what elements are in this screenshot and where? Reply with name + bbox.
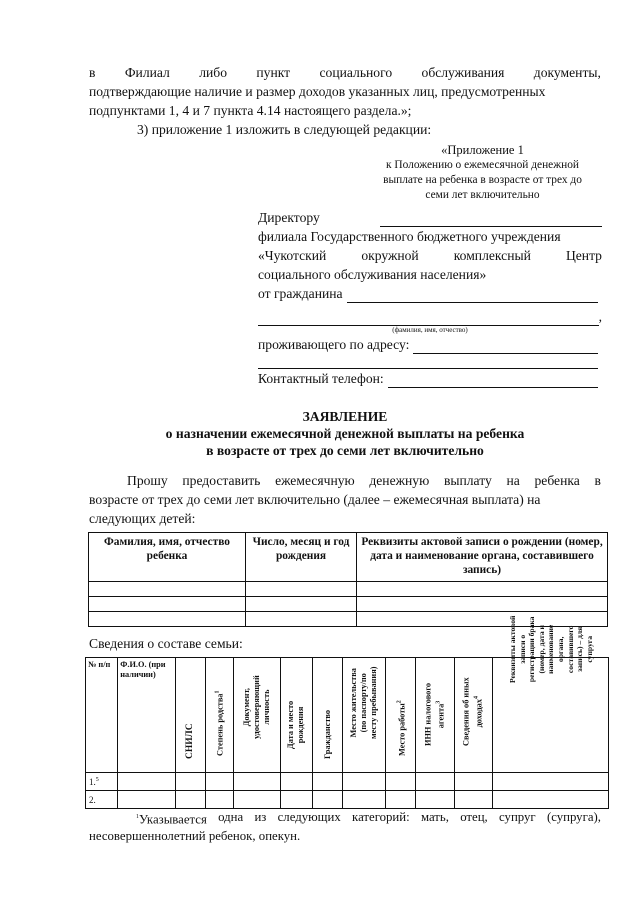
col-inn-sup: 3 bbox=[435, 700, 442, 704]
footnote-line-2: несовершеннолетний ребенок, опекун. bbox=[89, 829, 301, 844]
col-document-l1: Документ, bbox=[241, 688, 251, 727]
branch-word: комплексный bbox=[453, 248, 531, 263]
request-word: ребенка bbox=[534, 473, 580, 488]
comma: , bbox=[598, 309, 602, 324]
intro-word: обслуживания bbox=[421, 65, 505, 80]
request-word: в bbox=[594, 473, 601, 488]
phone-input[interactable] bbox=[388, 373, 598, 388]
col-marriage-l7: составившего bbox=[565, 625, 575, 673]
col-marriage-l3: регистрации брака bbox=[526, 616, 536, 682]
col-num-label: № п/п bbox=[88, 660, 111, 669]
children-header-row bbox=[89, 533, 608, 582]
appendix-header bbox=[360, 143, 605, 203]
col-marriage-l4: (номер, дата и bbox=[536, 624, 546, 674]
addressee-block bbox=[258, 208, 602, 388]
table-row[interactable] bbox=[86, 791, 609, 809]
col-birth-record: Реквизиты актовой записи о рождении (номер, дата и наименование органа, составившего запись) bbox=[357, 533, 608, 582]
branch-line-3: социального обслуживания населения» bbox=[258, 267, 487, 282]
col-birth bbox=[280, 658, 312, 773]
statement-title bbox=[89, 408, 601, 459]
col-child-birthdate: Число, месяц и год рождения bbox=[246, 533, 357, 582]
col-inn-l2: агента bbox=[436, 703, 446, 729]
col-marriage-l6: органа, bbox=[555, 636, 565, 662]
branch-line-1: филиала Государственного бюджетного учреждения bbox=[258, 229, 561, 244]
col-inn-l1: ИНН налогового bbox=[423, 683, 433, 747]
request-block bbox=[89, 471, 601, 528]
col-work-label: Место работы bbox=[396, 703, 406, 757]
intro-line-4: 3) приложение 1 изложить в следующей редакции: bbox=[137, 122, 432, 137]
footnote-first-word bbox=[136, 809, 207, 828]
appendix-line-2: к Положению о ежемесячной денежной bbox=[385, 159, 579, 171]
address-line-2 bbox=[258, 354, 602, 369]
col-relation-sup: 1 bbox=[214, 690, 221, 694]
branch-word: окружной bbox=[361, 248, 419, 263]
col-income-l2: доходах bbox=[474, 699, 484, 728]
col-num bbox=[86, 658, 118, 773]
request-word: ежемесячную bbox=[275, 473, 355, 488]
citizen-name-input[interactable] bbox=[347, 288, 598, 303]
family-header-row bbox=[86, 658, 609, 773]
col-residence-l3: месту пребывания) bbox=[369, 666, 379, 739]
row1-num: 1. bbox=[89, 776, 96, 787]
col-marriage-l9: супруга bbox=[584, 635, 594, 663]
col-document-l3: личность bbox=[261, 689, 271, 725]
col-residence-l1: Место жительства bbox=[349, 668, 359, 738]
col-income bbox=[454, 658, 493, 773]
appendix-line-4: семи лет включительно bbox=[425, 189, 540, 201]
table-row[interactable] bbox=[86, 773, 609, 791]
intro-line-2: подтверждающие наличие и размер доходов указанных лиц, предусмотренных bbox=[89, 84, 546, 99]
intro-word: пункт bbox=[256, 65, 291, 80]
intro-word: в bbox=[89, 65, 96, 80]
footnote-word: Указывается bbox=[139, 812, 207, 827]
citizen-name-line-2 bbox=[258, 307, 602, 326]
col-citizenship-label: Гражданство bbox=[322, 710, 332, 759]
col-name-label: Ф.И.О. (при наличии) bbox=[120, 660, 166, 679]
appendix-line-1: «Приложение 1 bbox=[441, 143, 524, 157]
intro-line-3: подпунктами 1, 4 и 7 пункта 4.14 настоящего раздела.»; bbox=[89, 103, 412, 118]
title-line-1: ЗАЯВЛЕНИЕ bbox=[302, 409, 388, 424]
citizen-name-input-2[interactable] bbox=[258, 311, 599, 326]
title-line-2: о назначении ежемесячной денежной выплаты на ребенка bbox=[165, 426, 525, 441]
intro-word: документы, bbox=[533, 65, 601, 80]
request-word: предоставить bbox=[182, 473, 261, 488]
col-work-sup: 2 bbox=[396, 700, 403, 704]
col-inn bbox=[416, 658, 455, 773]
footnote-word: категорий: bbox=[352, 810, 410, 824]
footnote-word: супруг bbox=[499, 810, 536, 824]
col-snils-label: СНИЛС bbox=[185, 723, 196, 759]
residing-label: проживающего по адресу: bbox=[258, 337, 410, 352]
col-birth-l1: Дата и место bbox=[286, 700, 296, 749]
col-marriage bbox=[493, 615, 609, 773]
director-label: Директору bbox=[258, 210, 320, 225]
col-marriage-l8: запись) – для bbox=[574, 626, 584, 672]
footnote-line-1 bbox=[89, 809, 601, 828]
phone-field bbox=[258, 369, 602, 388]
name-caption: (фамилия, имя, отчество) bbox=[392, 326, 468, 334]
row2-num: 2. bbox=[89, 794, 96, 805]
address-field bbox=[258, 335, 602, 354]
col-document-l2: удостоверяющий bbox=[251, 675, 261, 739]
col-marriage-l1: Реквизиты актовой bbox=[507, 615, 517, 683]
director-field bbox=[258, 208, 602, 227]
footnote-word: следующих bbox=[277, 810, 341, 824]
col-snils bbox=[175, 658, 205, 773]
intro-word: Филиал bbox=[124, 65, 170, 80]
intro-word: либо bbox=[199, 65, 227, 80]
address-input-2[interactable] bbox=[258, 354, 598, 369]
footnote-word: мать, bbox=[420, 810, 449, 824]
footnote-word: одна bbox=[218, 810, 244, 824]
col-residence-l2: (по паспорту/по bbox=[359, 673, 369, 733]
col-income-l1: Сведения об иных bbox=[462, 677, 472, 747]
footnote-sup: 1 bbox=[136, 814, 139, 820]
title-line-3: в возрасте от трех до семи лет включительно bbox=[206, 443, 484, 458]
table-row[interactable] bbox=[89, 582, 608, 597]
col-marriage-l5: наименование bbox=[545, 624, 555, 674]
intro-word: социального bbox=[319, 65, 393, 80]
col-residence bbox=[343, 658, 386, 773]
footnote-word: (супруга), bbox=[546, 810, 601, 824]
request-word: на bbox=[506, 473, 520, 488]
branch-word: Центр bbox=[565, 248, 602, 263]
footnote-word: из bbox=[254, 810, 267, 824]
footnote-word: отец, bbox=[460, 810, 488, 824]
branch-word: «Чукотский bbox=[258, 248, 327, 263]
director-input[interactable] bbox=[380, 212, 602, 227]
col-birth-l2: рождения bbox=[296, 706, 306, 744]
col-citizenship bbox=[313, 658, 343, 773]
col-income-sup: 4 bbox=[474, 696, 481, 700]
request-word: выплату bbox=[443, 473, 492, 488]
citizen-field bbox=[258, 284, 602, 303]
request-word: Прошу bbox=[127, 473, 168, 488]
col-marriage-l2: записи о bbox=[517, 634, 527, 664]
col-child-name: Фамилия, имя, отчество ребенка bbox=[89, 533, 246, 582]
branch-line-2 bbox=[258, 246, 602, 265]
from-citizen-label: от гражданина bbox=[258, 286, 343, 301]
table-row[interactable] bbox=[89, 597, 608, 612]
request-line-2: возрасте от трех до семи лет включительно (далее – ежемесячная выплата) на bbox=[89, 492, 541, 507]
col-relation-label: Степень родства bbox=[215, 693, 225, 757]
col-document bbox=[233, 658, 280, 773]
request-word: денежную bbox=[369, 473, 430, 488]
footnote bbox=[89, 809, 601, 845]
col-relation bbox=[205, 658, 233, 773]
phone-label: Контактный телефон: bbox=[258, 371, 384, 386]
col-name bbox=[118, 658, 175, 773]
row1-sup: 5 bbox=[95, 776, 99, 783]
appendix-line-3: выплате на ребенка в возрасте от трех до bbox=[383, 174, 582, 186]
family-heading: Сведения о составе семьи: bbox=[89, 636, 243, 651]
intro-block bbox=[89, 63, 601, 139]
children-table bbox=[88, 532, 608, 627]
address-input[interactable] bbox=[413, 339, 598, 354]
col-work bbox=[385, 658, 415, 773]
intro-line-1 bbox=[89, 63, 601, 82]
request-line-1 bbox=[89, 471, 601, 490]
request-line-3: следующих детей: bbox=[89, 511, 196, 526]
